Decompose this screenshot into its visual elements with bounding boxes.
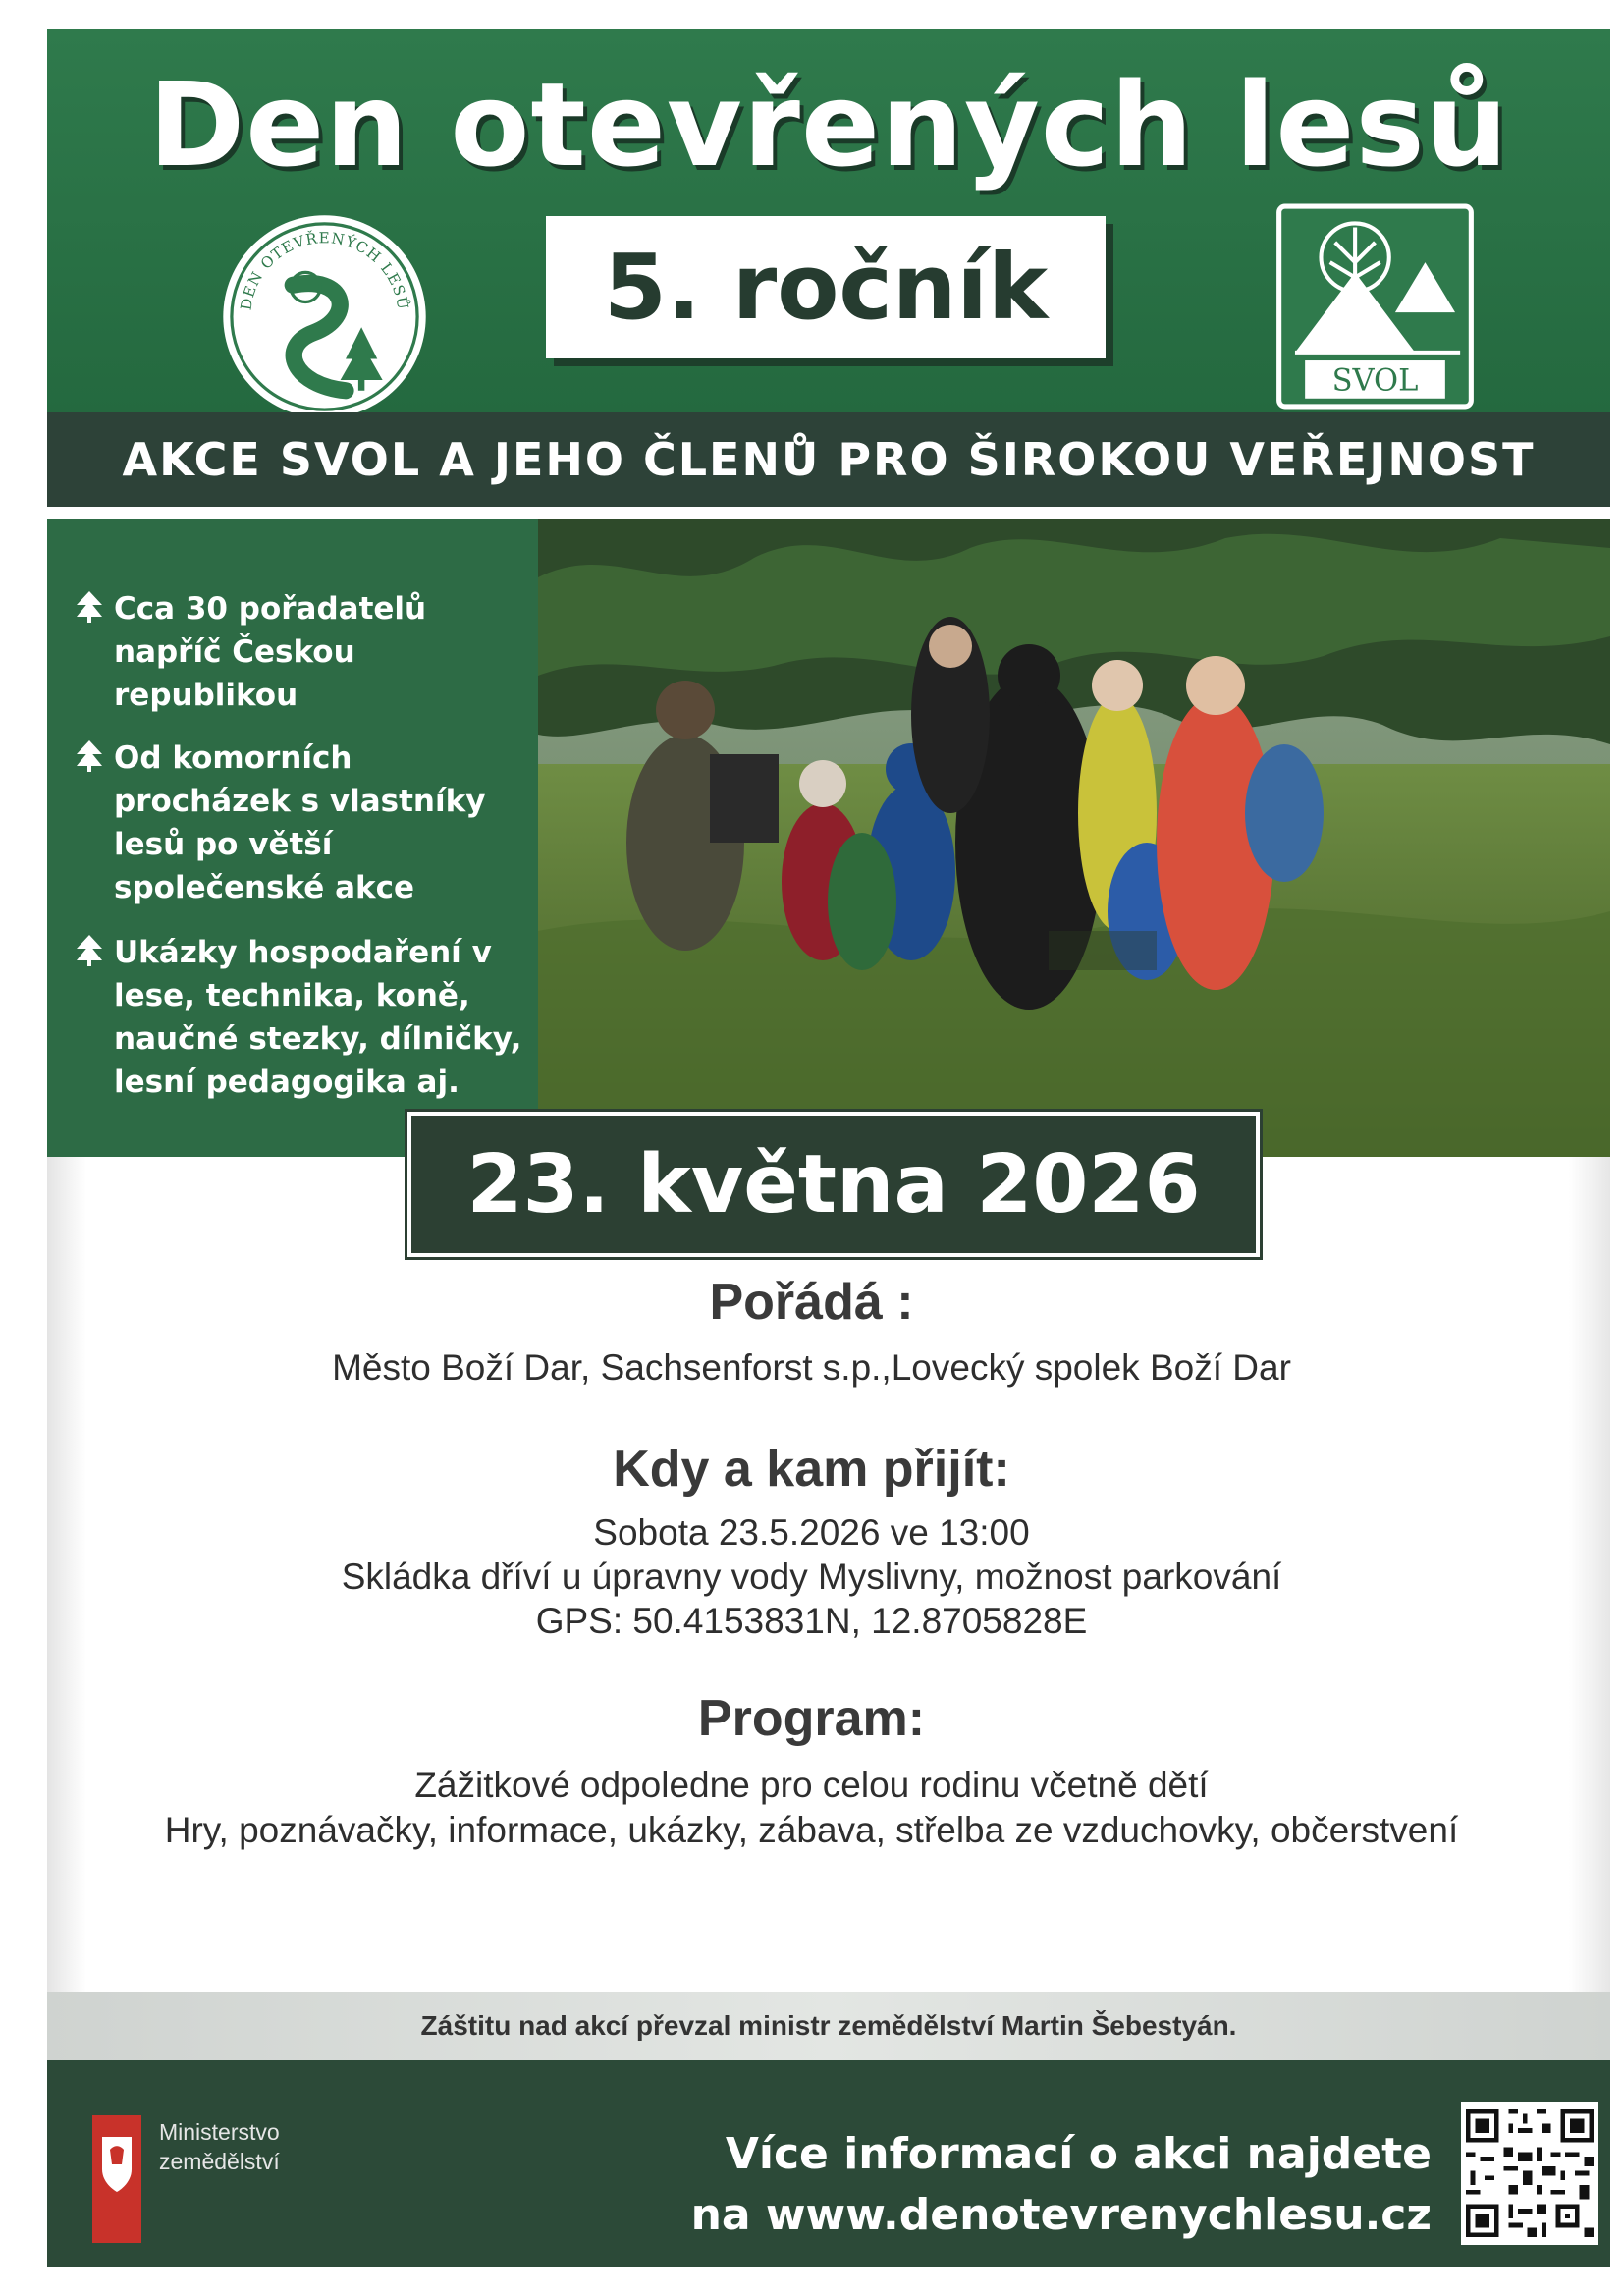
footer xyxy=(47,2060,1610,2267)
edition-badge xyxy=(546,216,1106,358)
svol-logo-text: SVOL xyxy=(1331,363,1419,399)
feature-item xyxy=(77,587,528,717)
ministry-name-line: Ministerstvo xyxy=(159,2119,280,2145)
website-link[interactable]: na www.denotevrenychlesu.cz xyxy=(690,2190,1432,2240)
header-band xyxy=(47,29,1610,412)
subtitle-bar xyxy=(47,412,1610,507)
qr-code[interactable] xyxy=(1461,2102,1598,2245)
ministry-lion-icon xyxy=(92,2115,141,2243)
event-date: 23. května 2026 xyxy=(466,1137,1201,1231)
feature-item xyxy=(77,737,528,909)
patronage-strip xyxy=(47,1992,1610,2060)
feature-text: Od komorních procházek s vlastníky lesů po větší společenské akce xyxy=(114,740,486,905)
svol-tree-logo xyxy=(1274,202,1476,410)
when-where-heading: Kdy a kam přijít: xyxy=(613,1441,1010,1498)
forest-trail-logo xyxy=(219,211,430,422)
feature-text: Ukázky hospodaření v lese, technika, koně, naučné stezky, dílničky, lesní pedagogika aj. xyxy=(114,935,522,1100)
when-where-line: Skládka dříví u úpravny vody Myslivny, možnost parkování xyxy=(341,1557,1282,1597)
tree-bullet-icon xyxy=(77,591,102,625)
logo-arc-text: DEN OTEVŘENÝCH LESŮ xyxy=(237,229,412,312)
edition-label: 5. ročník xyxy=(603,235,1049,340)
features-panel xyxy=(47,519,538,1157)
program-heading: Program: xyxy=(697,1690,926,1747)
gps-coordinates: GPS: 50.4153831N, 12.8705828E xyxy=(535,1601,1088,1641)
feature-text: Cca 30 pořadatelů napříč Českou republikou xyxy=(114,591,427,713)
page-title: Den otevřených lesů xyxy=(148,57,1509,192)
tree-bullet-icon xyxy=(77,740,102,774)
event-date-box xyxy=(407,1112,1260,1257)
organizer-heading: Pořádá : xyxy=(709,1274,914,1331)
organizer-text: Město Boží Dar, Sachsenforst s.p.,Lovecký spolek Boží Dar xyxy=(332,1347,1291,1388)
more-info-text: Více informací o akci najdete xyxy=(725,2129,1432,2179)
when-where-line: Sobota 23.5.2026 ve 13:00 xyxy=(593,1512,1030,1553)
ministry-name-line: zemědělství xyxy=(159,2149,280,2174)
ministry-name xyxy=(159,2117,375,2176)
subtitle: AKCE SVOL A JEHO ČLENŮ PRO ŠIROKOU VEŘEJNOST xyxy=(122,433,1536,486)
tree-bullet-icon xyxy=(77,935,102,968)
forest-group-photo xyxy=(538,519,1610,1157)
patronage-text: Záštitu nad akcí převzal ministr zemědělství Martin Šebestyán. xyxy=(420,2010,1237,2041)
program-line: Zážitkové odpoledne pro celou rodinu včetně dětí xyxy=(414,1765,1209,1805)
program-line: Hry, poznávačky, informace, ukázky, zábava, střelba ze vzduchovky, občerstvení xyxy=(164,1810,1459,1850)
feature-item xyxy=(77,931,528,1104)
